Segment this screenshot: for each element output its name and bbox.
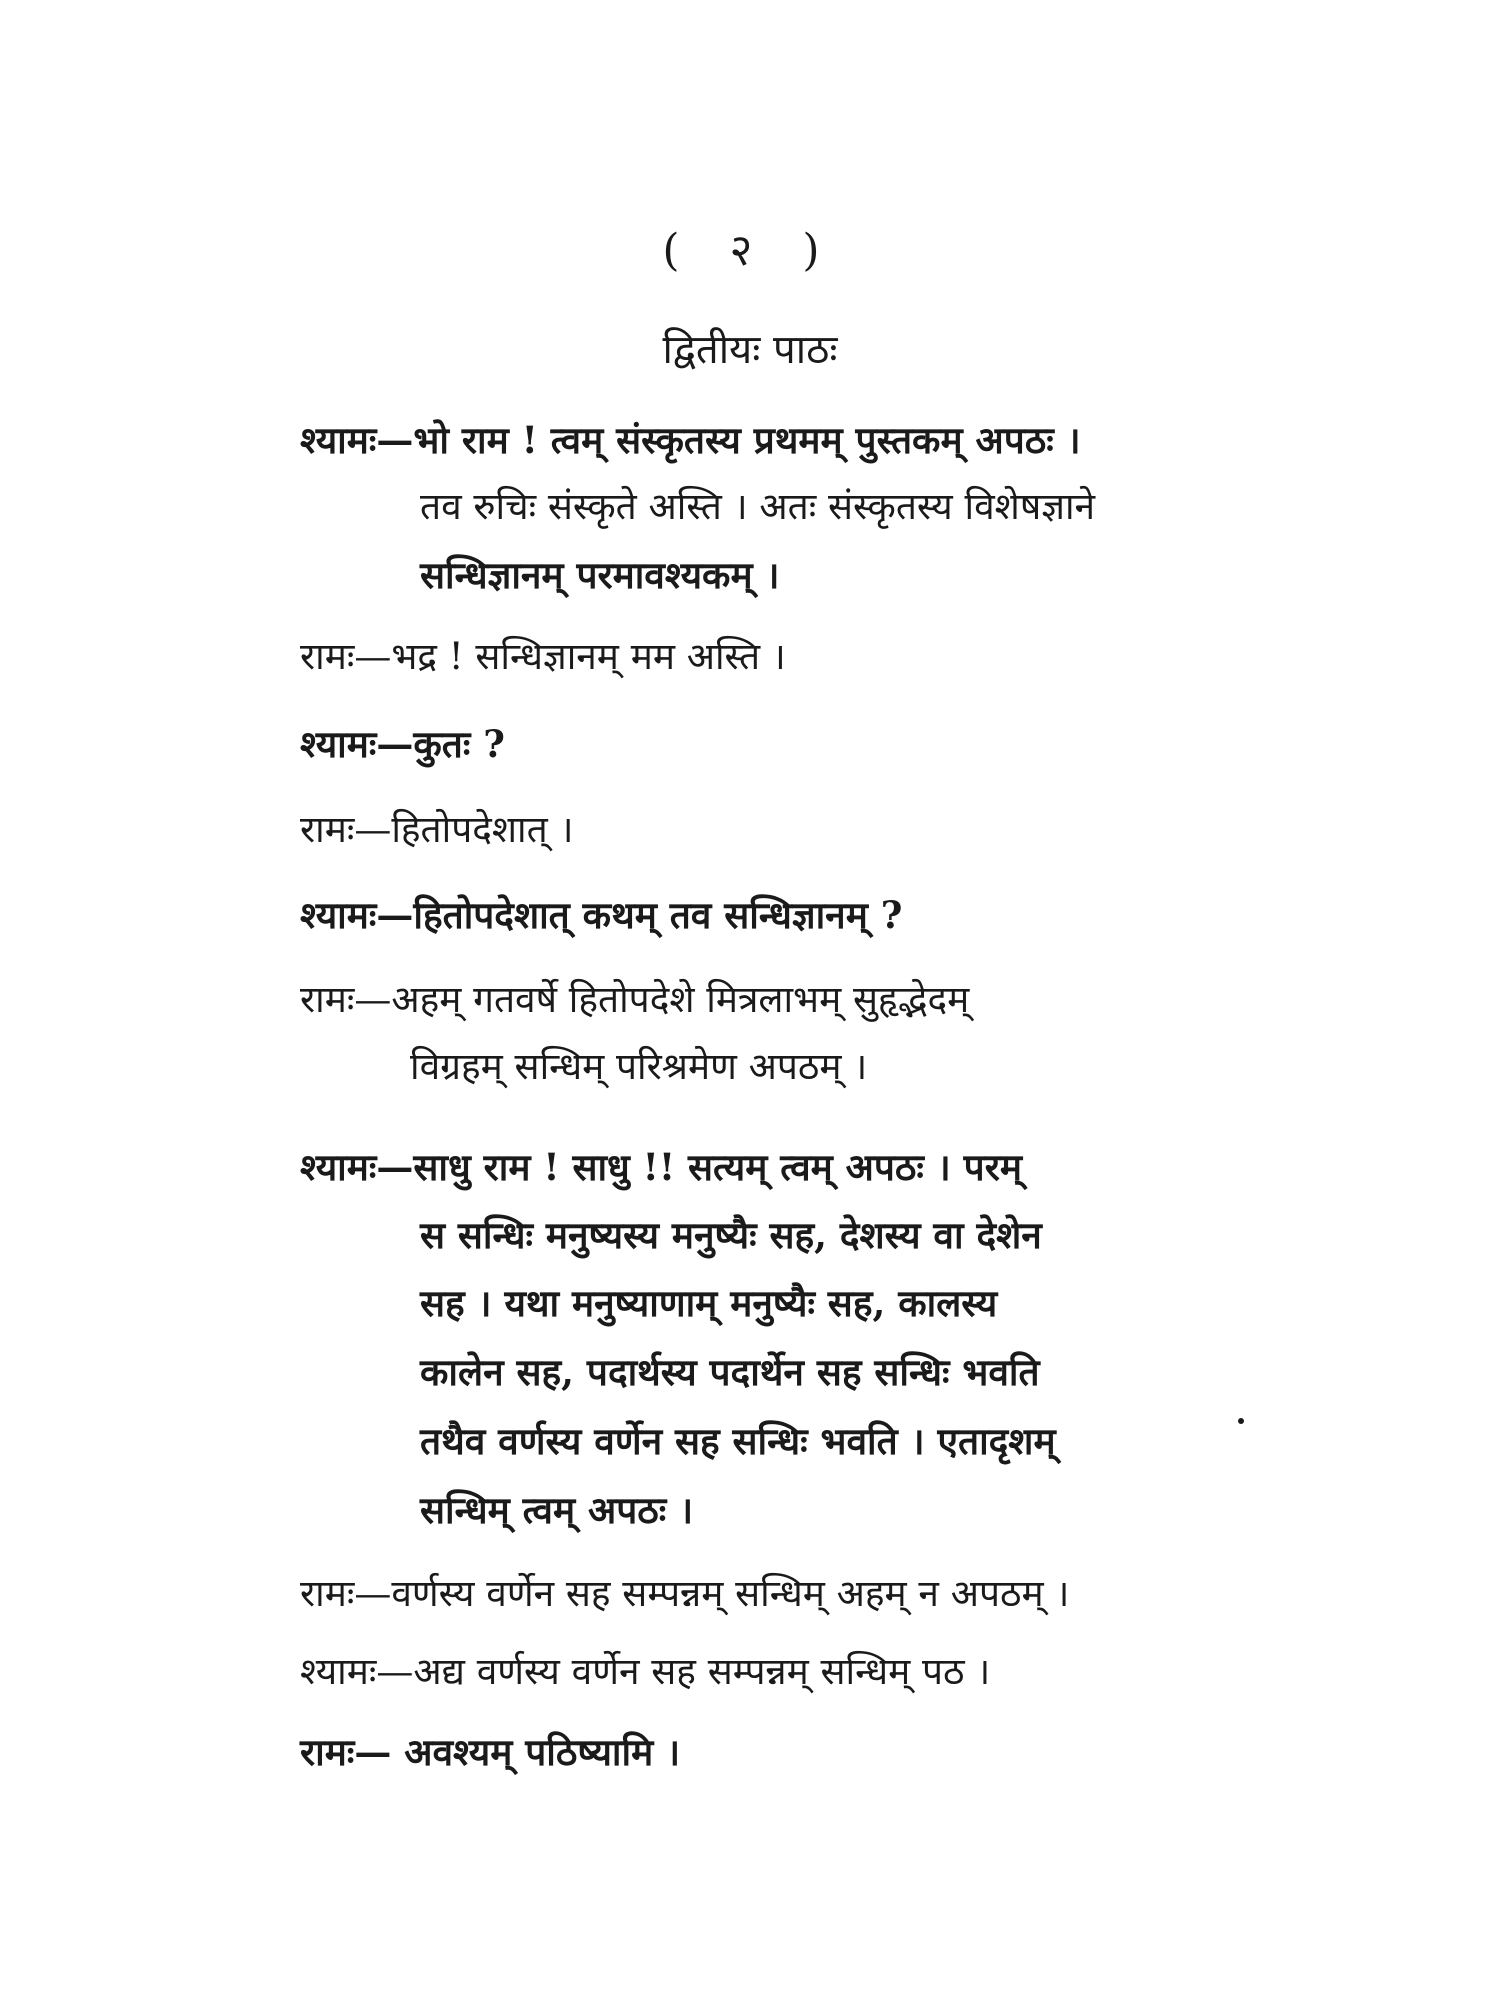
- page-number: ( २ ): [662, 225, 838, 276]
- speaker-name: रामः: [300, 978, 355, 1021]
- dialogue-text: —अद्य वर्णस्य वर्णेन सह सम्पन्नम् सन्धिम् पठ ।: [376, 1650, 991, 1693]
- speaker-name: रामः: [300, 635, 355, 678]
- speaker-name: रामः: [300, 1730, 355, 1774]
- speaker-name: श्यामः: [300, 893, 377, 937]
- lesson-title: द्वितीयः पाठः: [662, 327, 838, 373]
- dialogue-text: — अवश्यम् पठिष्यामि ।: [354, 1730, 681, 1774]
- dialogue-text: —हितोपदेशात् कथम् तव सन्धिज्ञानम् ?: [376, 893, 903, 937]
- dialogue-continuation: कालेन सह, पदार्थस्य पदार्थेन सह सन्धिः भवति: [420, 1350, 1040, 1394]
- dialogue-text: —साधु राम ! साधु !! सत्यम् त्वम् अपठः । परम्: [376, 1145, 1022, 1189]
- dialogue-line: [300, 722, 505, 767]
- dialogue-line: [300, 635, 786, 679]
- speaker-name: रामः: [300, 808, 355, 851]
- dialogue-text: —कुतः ?: [376, 722, 505, 766]
- dialogue-text: —वर्णस्य वर्णेन सह सम्पन्नम् सन्धिम् अहम् न अपठम् ।: [354, 1572, 1070, 1615]
- dialogue-line: [300, 418, 1081, 462]
- dialogue-continuation: सन्धिज्ञानम् परमावश्यकम् ।: [420, 553, 780, 597]
- dialogue-text: —अहम् गतवर्षे हितोपदेशे मित्रलाभम् सुहृद्भेदम्: [354, 978, 970, 1021]
- ink-speck: [1238, 1418, 1244, 1424]
- dialogue-continuation: सन्धिम् त्वम् अपठः ।: [420, 1488, 694, 1532]
- dialogue-text: —भो राम ! त्वम् संस्कृतस्य प्रथमम् पुस्तकम् अपठः ।: [376, 418, 1081, 462]
- speaker-name: श्यामः: [300, 722, 377, 766]
- dialogue-continuation: विग्रहम् सन्धिम् परिश्रमेण अपठम् ।: [410, 1045, 868, 1088]
- dialogue-continuation: सह । यथा मनुष्याणाम् मनुष्यैः सह, कालस्य: [420, 1281, 998, 1325]
- speaker-name: रामः: [300, 1572, 355, 1615]
- speaker-name: श्यामः: [300, 1650, 377, 1693]
- speaker-name: श्यामः: [300, 418, 377, 462]
- dialogue-continuation: तव रुचिः संस्कृते अस्ति । अतः संस्कृतस्य विशेषज्ञाने: [420, 485, 1096, 528]
- dialogue-text: —भद्र ! सन्धिज्ञानम् मम अस्ति ।: [354, 635, 786, 678]
- dialogue-line: [300, 1730, 680, 1774]
- dialogue-text: —हितोपदेशात् ।: [354, 808, 574, 851]
- speaker-name: श्यामः: [300, 1145, 377, 1189]
- dialogue-line: [300, 1572, 1069, 1616]
- dialogue-line: [300, 1145, 1022, 1189]
- dialogue-continuation: तथैव वर्णस्य वर्णेन सह सन्धिः भवति । एतादृशम्: [420, 1419, 1056, 1463]
- dialogue-continuation: स सन्धिः मनुष्यस्य मनुष्यैः सह, देशस्य वा देशेन: [420, 1213, 1042, 1257]
- dialogue-line: [300, 978, 969, 1022]
- dialogue-line: [300, 893, 902, 937]
- dialogue-line: [300, 808, 574, 852]
- dialogue-line: [300, 1650, 990, 1694]
